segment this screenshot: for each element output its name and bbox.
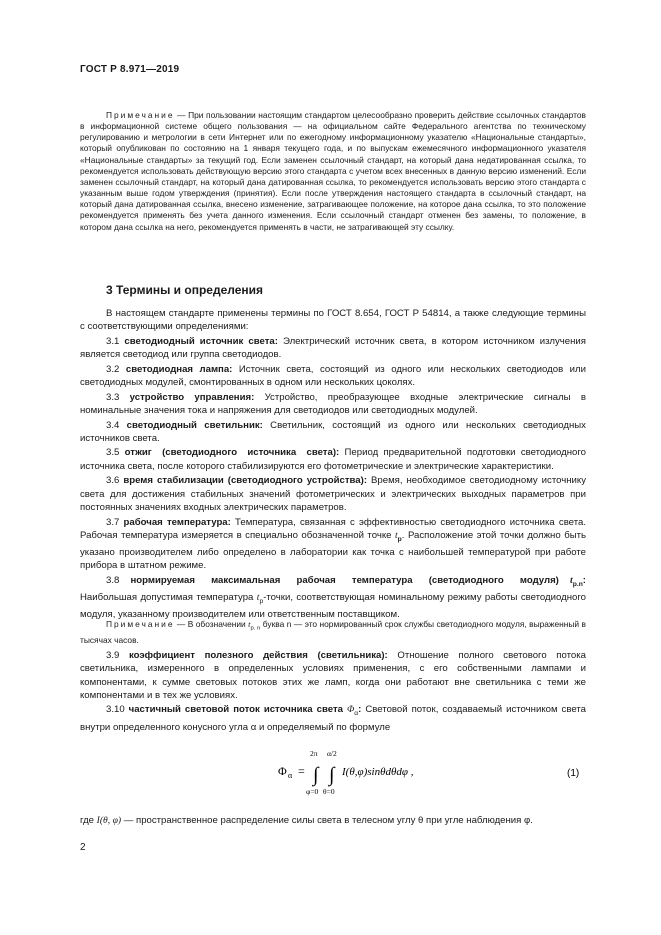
- formula-eq: =: [298, 764, 305, 778]
- term-3-5: 3.5 отжиг (светодиодного источника света): Период предварительной подготовки светодиодного источника света, после которого стабилизируются его фотометрические и электрические характеристики.: [80, 447, 586, 472]
- integral-sign-1: ∫: [313, 764, 319, 786]
- formula-integrand: I(θ,φ)sinθdθdφ ,: [342, 766, 414, 778]
- int1-lower: φ=0: [306, 787, 319, 796]
- section-intro: В настоящем стандарте применены термины по ГОСТ 8.654, ГОСТ Р 54814, а также следующие термины с соответствующими определениями:: [80, 308, 586, 333]
- term-3-1: 3.1 светодиодный источник света: Электрический источник света, в котором источником излучения является светодиод или группа светодиодов.: [80, 335, 586, 361]
- int2-upper: α/2: [327, 749, 337, 758]
- note-text: — При пользовании настоящим стандартом целесообразно проверить действие ссылочных стандартов в информационной системе общего пользования — на официальном сайте Федерального агентства по техническому регулированию и метрологии в сети Интернет или по ежегодному информационному указателю «Национальные стандарты», который опубликован по состоянию на 1 января текущего года, и по выпускам ежемесячного информационного указателя «Национальные стандарты» за текущий год. Если заменен ссылочный стандарт, на который дана недатированная ссылка, то рекомендуется использовать действующую версию этого стандарта с учетом всех внесенных в данную версию изменений. Если заменен ссылочный стандарт, на который дана датированная ссылка, то рекомендуется использовать версию этого стандарта с указанным выше годом утверждения (принятия). Если после утверждения настоящего стандарта в ссылочный стандарт, на который дана датированная ссылка, внесено изменение, затрагивающее положение, на которое дана ссылка, то это положение рекомендуется применять без учета данного изменения. Если ссылочный стандарт отменен без замены, то положение, в котором дана ссылка на него, рекомендуется применять в части, не затрагивающей эту ссылку.: [80, 110, 586, 232]
- term-3-4: 3.4 светодиодный светильник: Светильник, состоящий из одного или нескольких светодиодных источников света.: [80, 419, 586, 444]
- formula-lhs: Φ: [278, 764, 287, 778]
- int2-lower: θ=0: [323, 787, 335, 796]
- section-title: 3 Термины и определения: [106, 283, 264, 297]
- term-3-3: 3.3 устройство управления: Устройство, преобразующее входные электрические сигналы в номинальные значения тока и напряжения для светодиодов или светодиодных модулей.: [80, 391, 586, 416]
- note-label: Примечание: [106, 110, 175, 120]
- section-body: [80, 307, 586, 623]
- reference-note: [80, 110, 586, 233]
- term-3-2: 3.2 светодиодная лампа: Источник света, состоящий из одного или нескольких светодиодов или светодиодных модулей, смонтированных в одном или нескольких цоколях.: [80, 363, 586, 389]
- document-header: ГОСТ Р 8.971—2019: [80, 64, 180, 75]
- formula-lhs-sub: α: [288, 771, 293, 780]
- term-3-9: 3.9 коэффициент полезного действия (светильника): Отношение полного светового потока светильника, измеренного в определенных условиях применения, с его собственными лампами и компонентами, к сумме световых потоков этих же ламп, когда они работают вне светильника с теми же компонентами и в тех же условиях.: [80, 650, 586, 701]
- page-number: 2: [80, 842, 86, 853]
- formula-1: [0, 748, 661, 798]
- section-body-cont: [80, 649, 586, 735]
- term-3-8: 3.8 нормируемая максимальная рабочая температура (светодиодного модуля) $t_{p.n}$: Наибольшая допустимая температура $t_p$-точки, соответствующая номинальному режиму работы светодиодного модуля, указанному производителем или ответственным поставщиком.: [80, 574, 586, 621]
- integral-sign-2: ∫: [329, 764, 335, 786]
- symbol-note: Примечание — В обозначении $t_{p. n}$ буква n — это нормированный срок службы светодиодного модуля, выраженный в тысячах часов.: [80, 619, 586, 646]
- term-3-7: 3.7 рабочая температура: Температура, связанная с эффективностью светодиодного источника света. Рабочая температура измеряется в специально обозначенной точке $t_p$. Расположение этой точки должно быть указано производителем либо определено в лаборатории как точка с наибольшей температурой при работе прибора в штатном режиме.: [80, 516, 586, 572]
- int1-upper: 2π: [310, 749, 318, 758]
- term-3-10: 3.10 частичный световой поток источника света $\Phi_\alpha$: Световой поток, создаваемый источником света внутри определенного конусного угла α и определяемый по формуле: [80, 704, 586, 733]
- formula-number: (1): [567, 768, 580, 779]
- formula-explanation: где I(θ, φ) — пространственное распределение силы света в телесном углу θ при угле наблюдения φ.: [80, 815, 533, 826]
- term-3-6: 3.6 время стабилизации (светодиодного устройства): Время, необходимое светодиодному источнику света для достижения стабильных значений фотометрических и электрических выходных параметров при постоянных значениях входных электрических параметров.: [80, 475, 586, 513]
